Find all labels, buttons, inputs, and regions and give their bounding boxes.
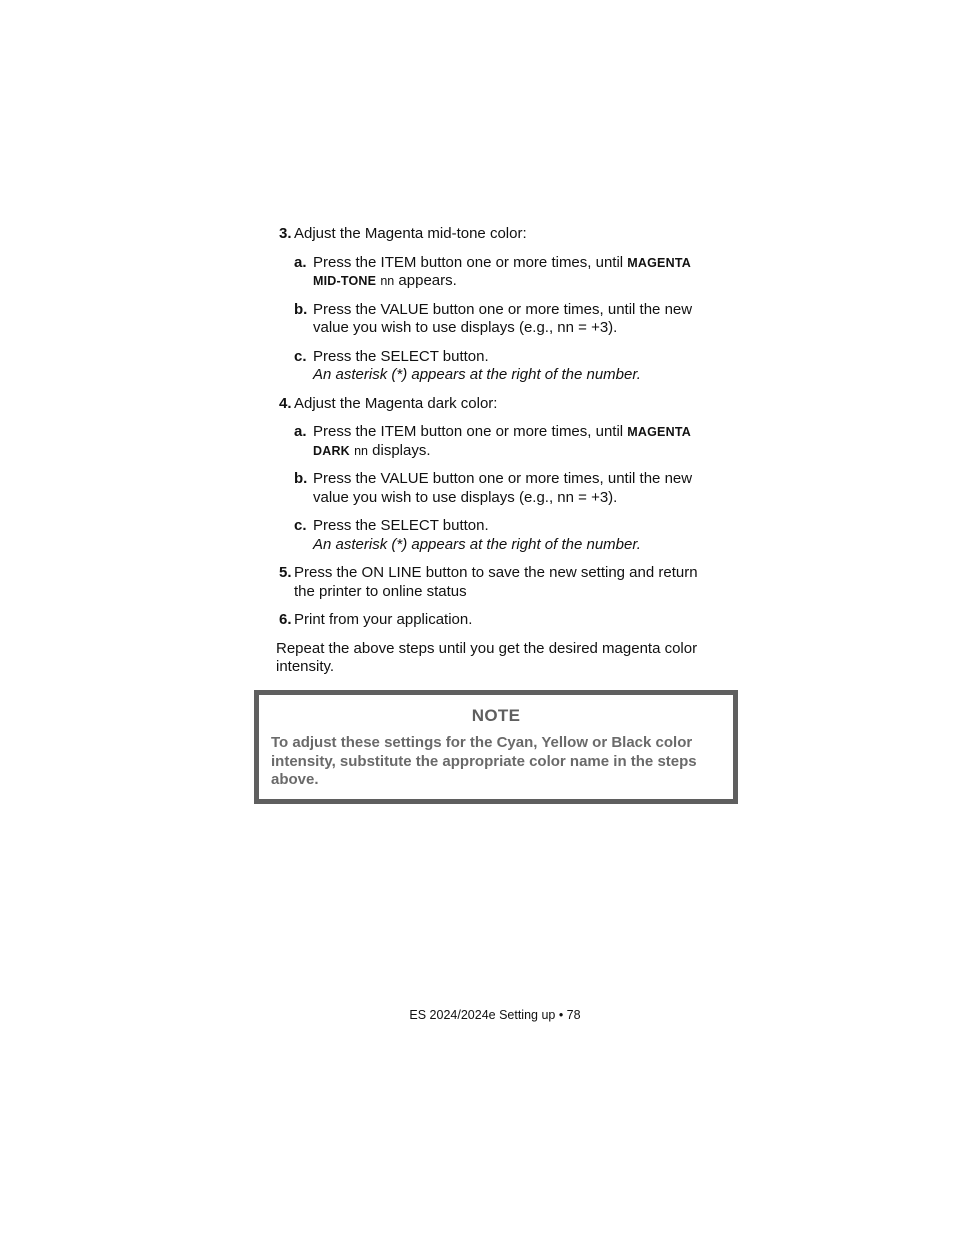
substep-text: Press the VALUE button one or more times, until the new value you wish to use displays (e.g., nn = +3). [313, 300, 693, 336]
step-4 [276, 395, 720, 414]
substep-text: Press the ITEM button one or more times, until [313, 253, 628, 271]
instructions [276, 225, 720, 677]
substep-letter: a. [294, 423, 307, 440]
step-number: 4. [279, 394, 292, 412]
step-4c [276, 517, 720, 554]
step-5 [276, 564, 720, 601]
note-box [254, 690, 738, 804]
substep-text: Press the VALUE button one or more times, until the new value you wish to use displays (e.g., nn = +3). [313, 470, 693, 506]
step-title: Press the ON LINE button to save the new setting and return the printer to online status [294, 564, 698, 600]
step-6 [276, 611, 720, 630]
substep-result: An asterisk (*) appears at the right of the number. [313, 366, 641, 383]
step-number: 3. [279, 225, 292, 242]
step-title: Adjust the Magenta dark color: [294, 394, 498, 412]
substep-letter: b. [294, 470, 308, 487]
step-3 [276, 225, 720, 244]
display-message: MAGENTA DARK [313, 425, 691, 458]
step-number: 6. [279, 611, 292, 628]
note-body: To adjust these settings for the Cyan, Yellow or Black color intensity, substitute the appropriate color name in the steps above. [271, 734, 697, 788]
substep-letter: c. [294, 517, 307, 534]
step-number: 5. [279, 564, 292, 581]
step-title: Print from your application. [294, 611, 473, 628]
display-message: MAGENTA MID-TONE [313, 255, 691, 288]
step-4b [276, 470, 720, 507]
substep-letter: a. [294, 253, 307, 271]
substep-letter: b. [294, 300, 308, 318]
step-3b [276, 301, 720, 338]
note-title: NOTE [471, 706, 521, 725]
substep-text: Press the ITEM button one or more times, until [313, 423, 628, 440]
substep-text-after: appears. [394, 272, 457, 289]
step-3c [276, 348, 720, 385]
substep-text: Press the SELECT button. [313, 517, 489, 534]
display-value-placeholder: nn [380, 274, 395, 288]
substep-letter: c. [294, 347, 307, 365]
repeat-instruction: Repeat the above steps until you get the desired magenta color intensity. [276, 639, 698, 675]
step-3a [276, 254, 720, 291]
substep-text: Press the SELECT button. [313, 347, 489, 365]
display-value-placeholder: nn [354, 443, 368, 458]
step-4a [276, 423, 720, 460]
step-title: Adjust the Magenta mid-tone color: [294, 225, 527, 242]
substep-text-after: displays. [368, 441, 431, 459]
page-footer: ES 2024/2024e Setting up • 78 [409, 1008, 581, 1022]
substep-result: An asterisk (*) appears at the right of the number. [313, 535, 641, 553]
